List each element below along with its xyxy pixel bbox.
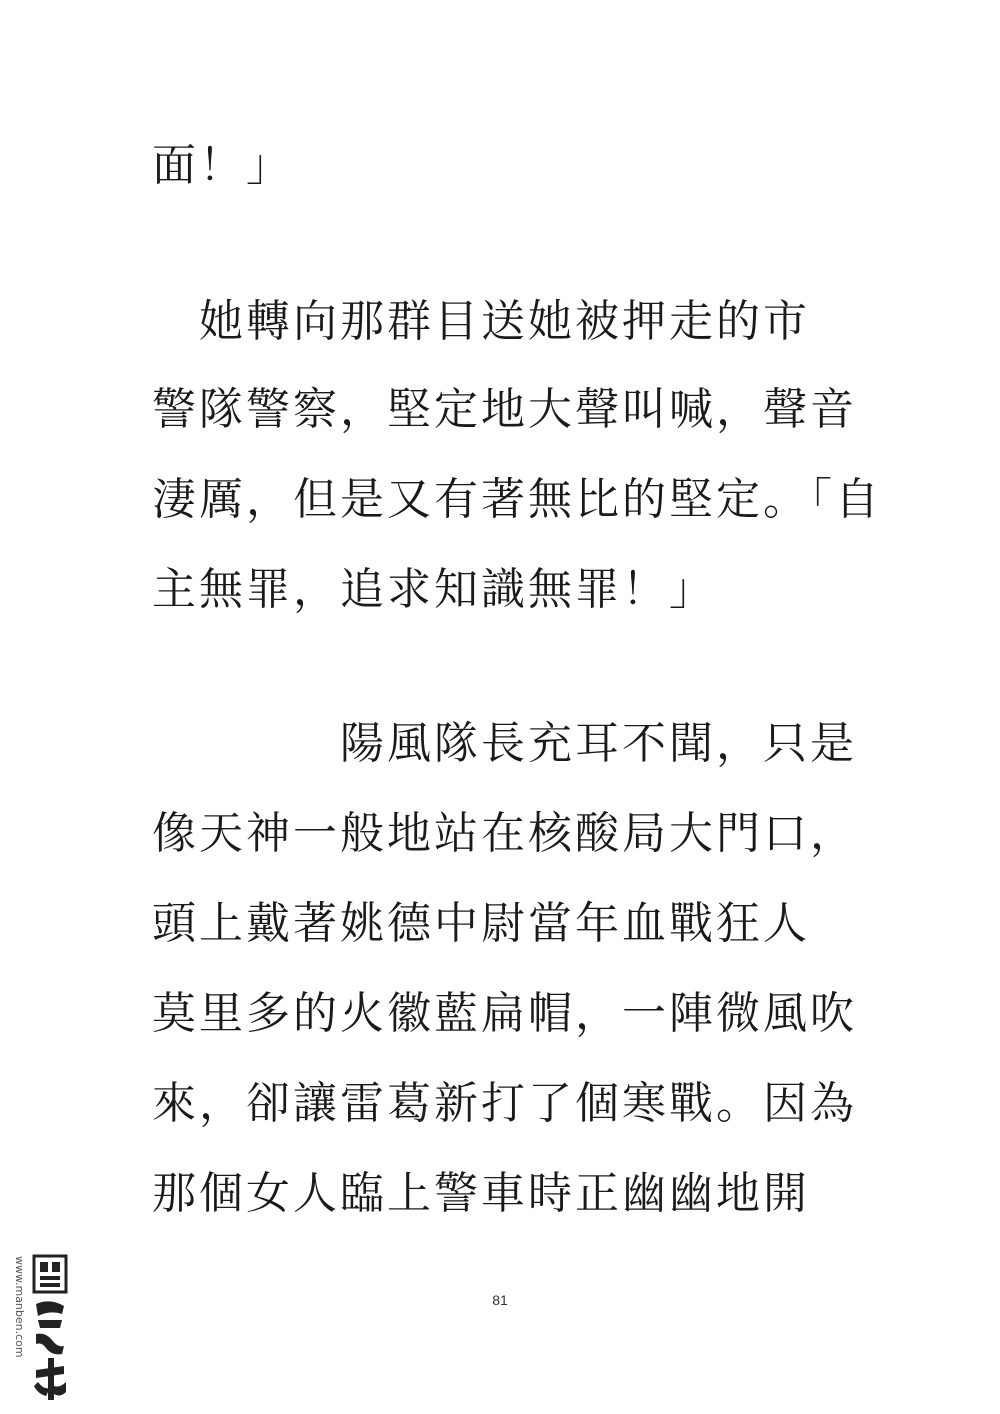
page-number: 81 [492, 1292, 508, 1308]
text-line-1: 面！」 [152, 140, 293, 191]
text-line-10: 來，卻讓雷葛新打了個寒戰。因為 [152, 1078, 857, 1129]
text-line-3: 警隊警察，堅定地大聲叫喊，聲音 [152, 384, 857, 435]
text-line-7: 像天神一般地站在核酸局大門口， [152, 808, 857, 859]
text-line-6: 陽風隊長充耳不聞，只是 [152, 718, 857, 769]
text-line-2: 她轉向那群目送她被押走的市 [152, 296, 810, 347]
watermark-logo-icon [32, 1254, 68, 1406]
text-line-4: 淒厲，但是又有著無比的堅定。「自 [152, 474, 882, 525]
text-line-5: 主無罪，追求知識無罪！」 [152, 564, 716, 615]
watermark-url: www.manben.com [13, 1256, 26, 1358]
text-line-8: 頭上戴著姚德中尉當年血戰狂人 [152, 898, 810, 949]
watermark [6, 1250, 68, 1410]
text-line-9: 莫里多的火徽藍扁帽，一陣微風吹 [152, 988, 857, 1039]
text-line-11: 那個女人臨上警車時正幽幽地開 [152, 1168, 810, 1219]
